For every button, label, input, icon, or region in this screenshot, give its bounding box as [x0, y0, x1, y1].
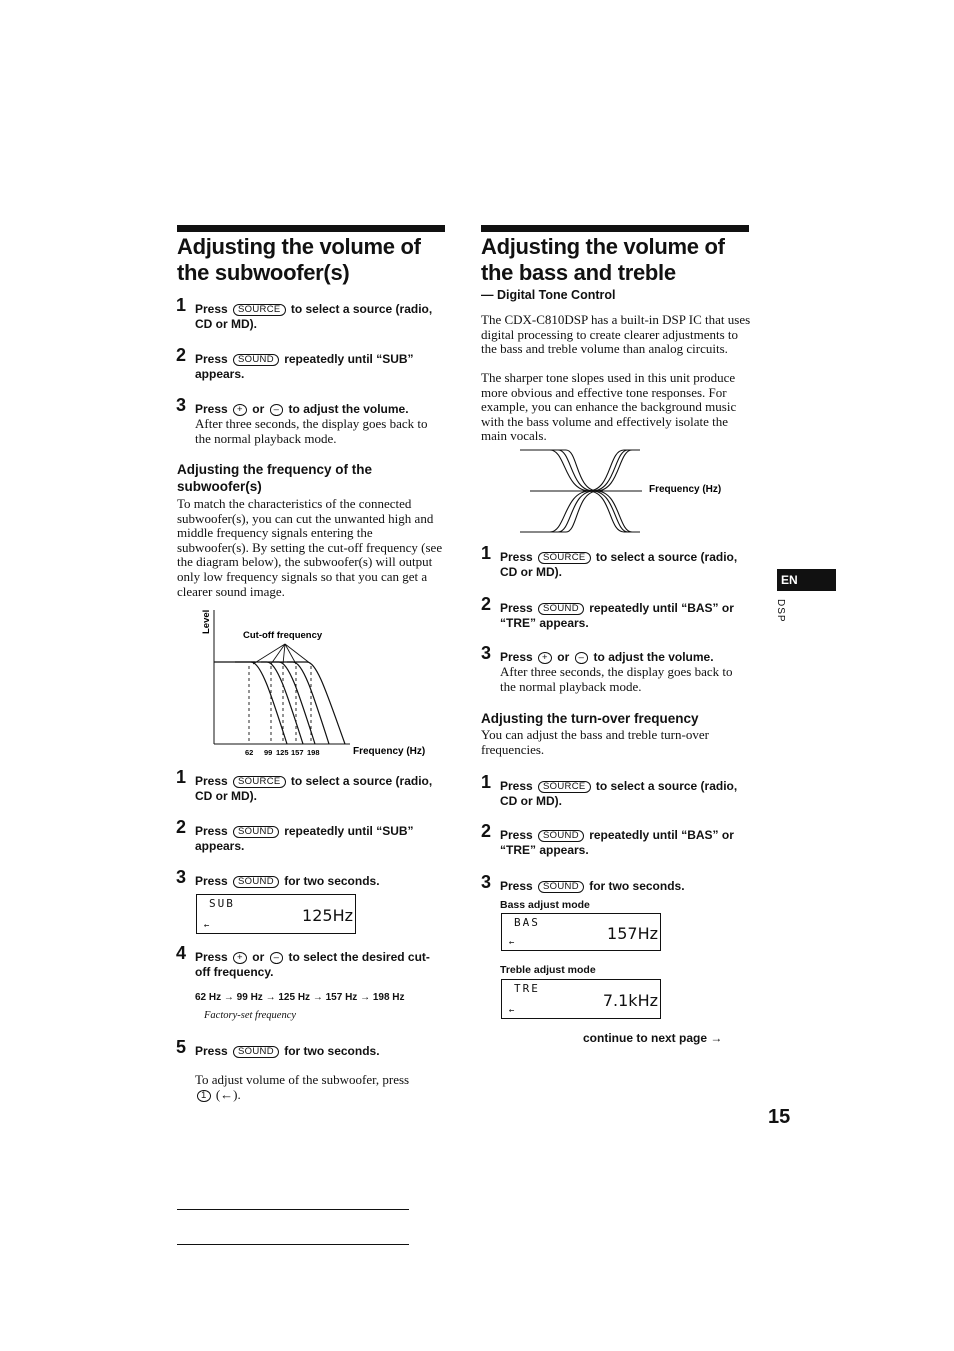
left-step-4b [176, 943, 450, 980]
step-number: 1 [481, 543, 492, 563]
footer-rule-2 [177, 1244, 409, 1245]
tone-frequency-label: Frequency (Hz) [649, 484, 722, 495]
right-title-bar [481, 225, 749, 232]
minus-button-icon: – [270, 404, 284, 416]
step-number: 1 [176, 295, 187, 315]
step-number: 3 [481, 643, 492, 663]
step-text: repeatedly until “BAS” or [589, 828, 734, 842]
step-text: to select the desired cut- [288, 950, 430, 964]
language-tab: EN [777, 569, 836, 591]
lcd-value-text: 157Hz [607, 924, 658, 943]
right-step-2a [481, 594, 755, 631]
tick-label-198: 198 [307, 748, 320, 757]
right-step-2b [481, 821, 755, 858]
turnover-subheading: Adjusting the turn-over frequency [481, 711, 699, 726]
step-text-line2: CD or MD). [500, 565, 562, 579]
lcd-mode-text: TRE [514, 982, 540, 995]
sound-button-icon: SOUND [233, 876, 279, 888]
step-text-line2: “TRE” appears. [500, 843, 589, 857]
right-step-3a [481, 643, 745, 694]
step-text-line2: CD or MD). [195, 317, 257, 331]
closing-note-text: To adjust volume of the subwoofer, press [195, 1072, 410, 1087]
lcd-mode-text: SUB [209, 897, 235, 910]
step-text-line2: appears. [195, 839, 245, 853]
sound-button-icon: SOUND [233, 826, 279, 838]
source-button-icon: SOURCE [538, 781, 590, 793]
right-subtitle: — Digital Tone Control [481, 288, 616, 302]
sound-button-icon: SOUND [233, 1046, 279, 1058]
lcd-mode-text: BAS [514, 916, 540, 929]
tick-label-62: 62 [245, 748, 254, 757]
left-section-title [177, 234, 421, 286]
frequency-axis-label: Frequency (Hz) [353, 746, 426, 757]
step-text-line2: CD or MD). [500, 794, 562, 808]
lcd-display-bass [501, 913, 661, 951]
step-press-text: Press [195, 302, 228, 316]
step-press-text: Press [195, 1044, 228, 1058]
continue-next-page: continue to next page → [583, 1031, 723, 1045]
source-button-icon: SOURCE [538, 552, 590, 564]
tick-label-157: 157 [291, 748, 304, 757]
lcd-value-text: 7.1kHz [602, 991, 658, 1010]
step-press-text: Press [500, 828, 533, 842]
minus-button-icon: – [575, 652, 589, 664]
turnover-body: You can adjust the bass and treble turn-over frequencies. [481, 727, 709, 757]
right-step-1a [481, 543, 755, 580]
step-press-text: Press [195, 824, 228, 838]
right-paragraph-1: The CDX-C810DSP has a built-in DSP IC that uses digital processing to create clearer adjustments to the bass and treble volume than analog circuits. [481, 312, 751, 357]
lcd-value-text: 125Hz [302, 906, 353, 925]
step-number: 2 [481, 821, 492, 841]
bass-mode-label: Bass adjust mode [500, 899, 590, 911]
step-press-text: Press [500, 650, 533, 664]
step-press-text: Press [500, 779, 533, 793]
left-step-3a [176, 395, 440, 446]
step-press-text: Press [500, 879, 533, 893]
left-step-2a [176, 345, 450, 382]
step-note: After three seconds, the display goes back to the normal playback mode. [500, 664, 733, 694]
page-number: 15 [768, 1106, 791, 1128]
step-or-text: or [557, 650, 570, 664]
left-step-3b [176, 867, 450, 889]
cutoff-pointer-lines [253, 644, 311, 664]
step-text: repeatedly until “BAS” or [589, 601, 734, 615]
lcd-back-arrow-icon: ← [509, 1006, 515, 1016]
step-number: 2 [481, 594, 492, 614]
step-number: 3 [176, 867, 187, 887]
lcd-back-arrow-icon: ← [509, 938, 515, 948]
step-press-text: Press [195, 402, 228, 416]
left-step-1b [176, 767, 450, 804]
step-text-line2: appears. [195, 367, 245, 381]
preset-1-button-icon: 1 [197, 1090, 211, 1102]
step-number: 2 [176, 817, 187, 837]
lcd-back-arrow-icon: ← [204, 921, 210, 931]
left-step-1a [176, 295, 450, 332]
treble-mode-label: Treble adjust mode [500, 964, 596, 976]
step-text: to select a source (radio, [290, 774, 433, 788]
lcd-display-treble [501, 979, 661, 1019]
left-title-bar [177, 225, 445, 232]
step-text: for two seconds. [284, 1044, 380, 1058]
step-text: for two seconds. [284, 874, 380, 888]
tick-label-99: 99 [264, 748, 273, 757]
plus-button-icon: + [233, 404, 247, 416]
step-press-text: Press [500, 601, 533, 615]
minus-button-icon: – [270, 952, 284, 964]
step-text-line2: off frequency. [195, 965, 274, 979]
frequency-subheading: Adjusting the frequency of the subwoofer(s) [177, 462, 373, 494]
step-text: for two seconds. [589, 879, 685, 893]
tick-label-125: 125 [276, 748, 289, 757]
step-number: 3 [176, 395, 187, 415]
left-title-line1: Adjusting the volume of [177, 234, 421, 259]
step-number: 1 [176, 767, 187, 787]
cutoff-annotation: Cut-off frequency [243, 630, 323, 641]
step-text: to adjust the volume. [593, 650, 714, 664]
right-paragraph-2: The sharper tone slopes used in this unit produce more obvious and effective tone responses. For example, you can enhance the background music with the bass volume and effectively isolate the main vocals. [481, 370, 737, 444]
cutoff-curves [235, 662, 345, 744]
tone-control-diagram [520, 448, 740, 534]
source-button-icon: SOURCE [233, 776, 285, 788]
right-step-3b [481, 872, 755, 894]
sound-button-icon: SOUND [538, 830, 584, 842]
step-or-text: or [252, 402, 265, 416]
sound-button-icon: SOUND [233, 354, 279, 366]
closing-note [195, 1073, 445, 1102]
frequency-body: To match the characteristics of the connected subwoofer(s), you can cut the unwanted high and middle frequency signals entering the subwoofer(s). By setting the cut-off frequency (see the diagram below), the subwoofer(s) will output only low frequency signals so that you can get a clearer sound image. [177, 496, 443, 599]
step-text: to adjust the volume. [288, 402, 409, 416]
step-press-text: Press [195, 352, 228, 366]
step-press-text: Press [195, 774, 228, 788]
section-tab-label: DSP [775, 599, 786, 623]
right-step-1b [481, 772, 755, 809]
step-text: repeatedly until “SUB” [284, 824, 414, 838]
step-number: 5 [176, 1037, 187, 1057]
step-text: repeatedly until “SUB” [284, 352, 414, 366]
right-title-line2: the bass and treble [481, 260, 676, 285]
frequency-sequence: 62 Hz → 99 Hz → 125 Hz → 157 Hz → 198 Hz [195, 992, 405, 1003]
cutoff-frequency-diagram [195, 604, 445, 760]
left-title-line2: the subwoofer(s) [177, 260, 350, 285]
step-press-text: Press [195, 950, 228, 964]
sound-button-icon: SOUND [538, 881, 584, 893]
factory-set-note: Factory-set frequency [204, 1010, 297, 1021]
step-number: 1 [481, 772, 492, 792]
right-section-title [481, 234, 725, 286]
right-title-line1: Adjusting the volume of [481, 234, 725, 259]
step-text-line2: CD or MD). [195, 789, 257, 803]
step-or-text: or [252, 950, 265, 964]
plus-button-icon: + [538, 652, 552, 664]
step-text-line2: “TRE” appears. [500, 616, 589, 630]
footer-rule-1 [177, 1209, 409, 1210]
source-button-icon: SOURCE [233, 304, 285, 316]
left-step-2b [176, 817, 450, 854]
step-press-text: Press [195, 874, 228, 888]
closing-note-arrow: (←). [215, 1086, 241, 1102]
step-note: After three seconds, the display goes back to the normal playback mode. [195, 416, 428, 446]
step-text: to select a source (radio, [290, 302, 433, 316]
step-number: 2 [176, 345, 187, 365]
sound-button-icon: SOUND [538, 603, 584, 615]
step-number: 3 [481, 872, 492, 892]
level-axis-label: Level [201, 609, 212, 634]
step-number: 4 [176, 943, 187, 963]
left-step-5b [176, 1037, 450, 1059]
step-text: to select a source (radio, [595, 550, 738, 564]
lcd-display-sub [196, 894, 356, 934]
step-press-text: Press [500, 550, 533, 564]
plus-button-icon: + [233, 952, 247, 964]
step-text: to select a source (radio, [595, 779, 738, 793]
